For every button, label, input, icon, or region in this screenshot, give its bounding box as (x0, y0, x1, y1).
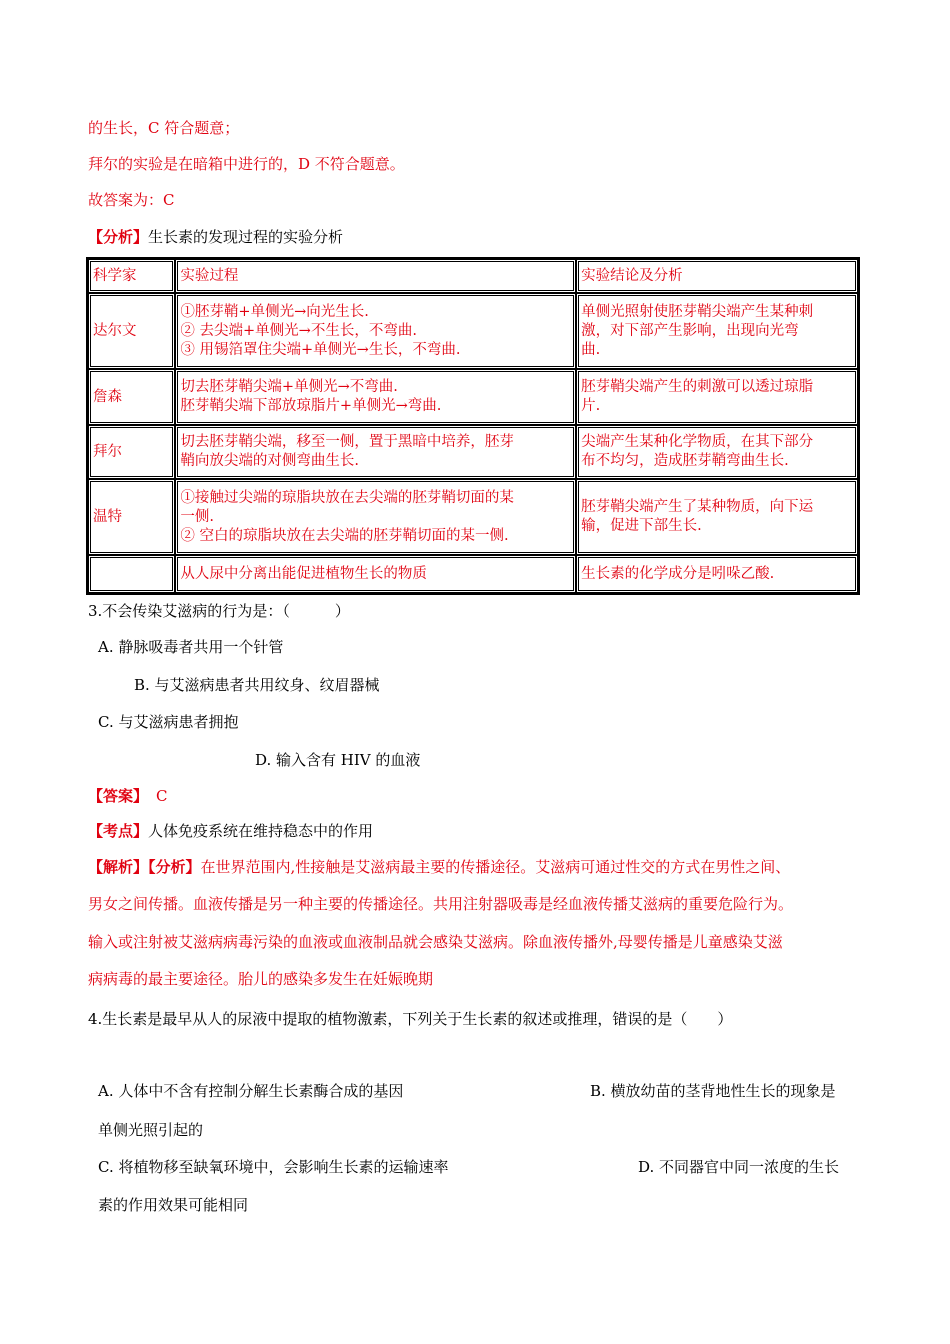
analysis-heading (88, 226, 343, 248)
q3-option-c: C. 与艾滋病患者拥抱 (98, 713, 239, 731)
top-line-2: 拜尔的实验是在暗箱中进行的，D 不符合题意。 (88, 155, 405, 173)
q3-explain-line-2: 男女之间传播。血液传播是另一种主要的传播途径。共用注射器吸毒是经血液传播艾滋病的重要危险行为。 (88, 895, 794, 913)
cell-process (175, 369, 576, 425)
conclusion-line: 曲. (581, 341, 601, 358)
cell-conclusion (576, 425, 858, 479)
cell-conclusion (576, 555, 858, 593)
q4-stem: 4.生长素是最早从人的尿液中提取的植物激素，下列关于生长素的叙述或推理，错误的是（ ） (88, 1010, 733, 1028)
cell-conclusion (576, 293, 858, 369)
q4-option-a: A. 人体中不含有控制分解生长素酶合成的基因 (98, 1082, 404, 1100)
conclusion-line: 生长素的化学成分是吲哚乙酸. (581, 565, 775, 582)
q3-point (88, 820, 373, 842)
explain-text: 在世界范围内,性接触是艾滋病最主要的传播途径。艾滋病可通过性交的方式在男性之间、 (200, 858, 791, 876)
process-line: 切去胚芽鞘尖端，移至一侧，置于黑暗中培养，胚芽 (180, 434, 514, 450)
conclusion-line: 单侧光照射使胚芽鞘尖端产生某种刺 (581, 303, 814, 320)
q3-explain-line-1 (88, 856, 790, 878)
process-line: 从人尿中分离出能促进植物生长的物质 (180, 565, 427, 582)
cell-scientist: 达尔文 (88, 293, 175, 369)
header-scientist: 科学家 (88, 259, 175, 293)
q3-answer (88, 785, 168, 807)
cell-scientist: 詹森 (88, 369, 175, 425)
conclusion-line: 激，对下部产生影响，出现向光弯 (581, 322, 799, 339)
process-line: ③ 用锡箔罩住尖端+单侧光→生长，不弯曲. (180, 341, 461, 358)
point-text: 人体免疫系统在维持稳态中的作用 (148, 822, 374, 840)
answer-value: C (156, 787, 168, 805)
process-line: 一侧. (180, 508, 215, 525)
q3-option-b: B. 与艾滋病患者共用纹身、纹眉器械 (134, 676, 380, 694)
process-line: ①胚芽鞘+单侧光→向光生长. (180, 303, 369, 320)
q4-option-b-2: 单侧光照引起的 (98, 1121, 204, 1139)
q4-option-c: C. 将植物移至缺氧环境中，会影响生长素的运输速率 (98, 1158, 449, 1176)
q4-option-d-2: 素的作用效果可能相同 (98, 1196, 249, 1214)
conclusion-line: 胚芽鞘尖端产生的刺激可以透过琼脂 (581, 379, 814, 395)
table-row (88, 479, 858, 555)
table-header-row (88, 259, 858, 293)
q3-explain-line-4: 病病毒的最主要途径。胎儿的感染多发生在妊娠晚期 (88, 970, 434, 988)
table-row (88, 369, 858, 425)
process-line: ② 空白的琼脂块放在去尖端的胚芽鞘切面的某一侧. (180, 527, 509, 544)
top-line-3: 故答案为：C (88, 191, 175, 209)
top-line-1: 的生长，C 符合题意； (88, 119, 240, 137)
process-line: ② 去尖端+单侧光→不生长，不弯曲. (180, 322, 417, 339)
table-row (88, 293, 858, 369)
process-line: 切去胚芽鞘尖端+单侧光→不弯曲. (180, 379, 398, 395)
q3-stem: 3.不会传染艾滋病的行为是：（ ） (88, 602, 350, 620)
q3-option-d: D. 输入含有 HIV 的血液 (255, 751, 421, 769)
table-row (88, 555, 858, 593)
q4-option-d-1: D. 不同器官中同一浓度的生长 (638, 1158, 840, 1176)
table-row (88, 425, 858, 479)
conclusion-line: 布不均匀，造成胚芽鞘弯曲生长. (581, 453, 789, 469)
cell-scientist (88, 555, 175, 593)
cell-scientist: 拜尔 (88, 425, 175, 479)
conclusion-line: 输，促进下部生长. (581, 518, 702, 534)
experiment-table (86, 257, 860, 595)
conclusion-line: 片. (581, 398, 601, 414)
cell-process (175, 555, 576, 593)
cell-conclusion (576, 479, 858, 555)
cell-process (175, 425, 576, 479)
q3-explain-line-3: 输入或注射被艾滋病病毒污染的血液或血液制品就会感染艾滋病。除血液传播外,母婴传播是儿童感染艾滋 (88, 933, 783, 951)
point-tag: 【考点】 (88, 822, 149, 840)
cell-conclusion (576, 369, 858, 425)
q4-option-b-1: B. 横放幼苗的茎背地性生长的现象是 (590, 1082, 836, 1100)
q3-option-a: A. 静脉吸毒者共用一个针管 (98, 638, 284, 656)
process-line: 鞘向放尖端的对侧弯曲生长. (180, 453, 360, 469)
header-process: 实验过程 (175, 259, 576, 293)
conclusion-line: 胚芽鞘尖端产生了某种物质，向下运 (581, 499, 814, 515)
process-line: 胚芽鞘尖端下部放琼脂片+单侧光→弯曲. (180, 398, 442, 414)
cell-process (175, 479, 576, 555)
analysis-text: 生长素的发现过程的实验分析 (148, 228, 344, 246)
analysis-tag: 【分析】 (88, 228, 149, 246)
cell-scientist: 温特 (88, 479, 175, 555)
cell-process (175, 293, 576, 369)
process-line: ①接触过尖端的琼脂块放在去尖端的胚芽鞘切面的某 (180, 489, 514, 506)
conclusion-line: 尖端产生某种化学物质，在其下部分 (581, 434, 814, 450)
explain-tag: 【解析】【分析】 (88, 858, 201, 876)
answer-tag: 【答案】 (88, 787, 149, 805)
header-conclusion: 实验结论及分析 (576, 259, 858, 293)
